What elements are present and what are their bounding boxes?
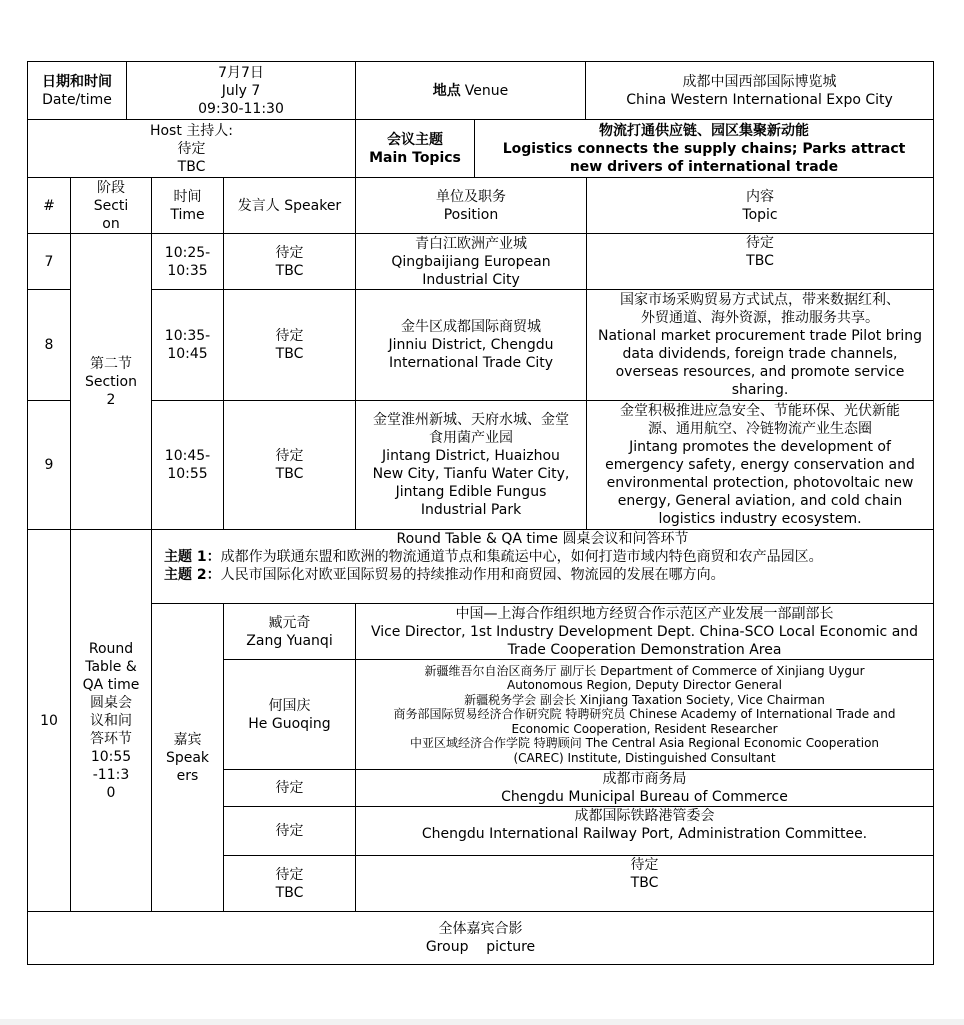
table-row-9-speaker bbox=[224, 401, 355, 529]
speaker-topic-en: TBC bbox=[630, 875, 659, 891]
col-time bbox=[152, 178, 223, 233]
speaker-pos-line: Autonomous Region, Deputy Director General bbox=[507, 678, 782, 693]
col-time-en: Time bbox=[170, 206, 205, 223]
topics-en: Logistics connects the supply chains; Parks attract new drivers of international trade bbox=[502, 140, 906, 175]
grid-line bbox=[27, 400, 71, 401]
speaker-pos-line: Economic Cooperation, Resident Researcher bbox=[511, 721, 778, 736]
roundtable-topic-1 bbox=[164, 548, 924, 566]
row-num: 8 bbox=[44, 337, 54, 353]
venue-label-cell bbox=[356, 62, 585, 119]
grid-line bbox=[27, 289, 71, 290]
topics-label-en: Main Topics bbox=[369, 149, 461, 166]
row-num: 9 bbox=[44, 457, 54, 473]
speaker-pos-line: 新疆税务学会 副会长 Xinjiang Taxation Society, Vice Chairman bbox=[464, 692, 825, 707]
table-border bbox=[933, 61, 934, 965]
col-position-en: Position bbox=[443, 206, 499, 223]
col-section-cn: 阶段 bbox=[97, 179, 125, 196]
row-num: 10 bbox=[40, 712, 58, 729]
rt-speaker-5-name bbox=[224, 856, 355, 911]
row-speaker-en: TBC bbox=[275, 262, 304, 279]
rt-speaker-3-name bbox=[224, 770, 355, 806]
row-position-en: Jintang District, Huaizhou New City, Tianfu Water City, Jintang Edible Fungus Industrial Park bbox=[372, 448, 570, 518]
roundtable-title bbox=[152, 530, 933, 548]
topics-label-cn: 会议主题 bbox=[387, 131, 443, 148]
speaker-topic-cn: 待定 bbox=[630, 857, 659, 873]
grid-line bbox=[27, 911, 934, 912]
table-row-8-position bbox=[356, 290, 586, 400]
topics-label-cell bbox=[356, 120, 474, 177]
grid-line bbox=[126, 61, 127, 119]
roundtable-time: 10:55-11:30 bbox=[90, 748, 132, 801]
grid-line bbox=[355, 177, 356, 529]
col-num-label: # bbox=[43, 197, 55, 214]
row-topic-cn: 待定 bbox=[746, 235, 774, 251]
grid-line bbox=[223, 806, 934, 807]
table-row-9-position bbox=[356, 401, 586, 529]
host-value-cn: 待定 bbox=[177, 140, 206, 157]
date-label-cn: 日期和时间 bbox=[42, 73, 112, 90]
table-row-9-topic bbox=[587, 401, 933, 529]
table-row-7-time bbox=[152, 234, 223, 289]
host-cell bbox=[28, 120, 355, 177]
date-label-cell bbox=[28, 62, 126, 119]
host-value-en: TBC bbox=[177, 158, 206, 175]
rt-speaker-4-position bbox=[356, 807, 933, 855]
table-row-7-num bbox=[28, 234, 70, 289]
row-speaker-en: TBC bbox=[275, 346, 304, 362]
group-picture-cell bbox=[28, 912, 933, 964]
venue-value-cell bbox=[586, 62, 933, 119]
date-value-cell bbox=[127, 62, 355, 119]
table-row-7-position bbox=[356, 234, 586, 289]
row-speaker-cn: 待定 bbox=[275, 448, 304, 464]
speaker-name-cn: 臧元奇 bbox=[268, 614, 311, 631]
grid-line bbox=[27, 119, 934, 120]
speaker-pos-line: 商务部国际贸易经济合作研究院 特聘研究员 Chinese Academy of International Trade and bbox=[393, 707, 896, 722]
table-row-8-speaker bbox=[224, 290, 355, 400]
roundtable-section-cn: 圆桌会议和问答环节 bbox=[90, 694, 132, 747]
row-position-cn: 金牛区成都国际商贸城 bbox=[401, 319, 541, 335]
table-row-8-time bbox=[152, 290, 223, 400]
col-position-cn: 单位及职务 bbox=[436, 188, 506, 205]
col-topic bbox=[587, 178, 933, 233]
roundtable-title-text: Round Table & QA time 圆桌会议和问答环节 bbox=[396, 531, 689, 547]
grid-line bbox=[223, 855, 934, 856]
col-section bbox=[71, 178, 151, 233]
table-border bbox=[27, 61, 934, 62]
section2-cell bbox=[71, 234, 151, 529]
speaker-pos-line: (CAREC) Institute, Distinguished Consultant bbox=[513, 750, 776, 765]
speaker-pos-en: Vice Director, 1st Industry Development Dept. China-SCO Local Economic and Trade Cooperation Demonstration Area bbox=[370, 623, 919, 658]
col-topic-cn: 内容 bbox=[746, 188, 774, 205]
venue-label-cn: 地点 bbox=[432, 82, 461, 99]
topic1-label: 主题 1： bbox=[164, 549, 221, 565]
col-num bbox=[28, 178, 70, 233]
table-row-7-speaker bbox=[224, 234, 355, 289]
topic2-label: 主题 2： bbox=[164, 567, 221, 583]
date-label-en: Date/time bbox=[42, 91, 112, 108]
grid-line bbox=[27, 177, 934, 178]
rt-speaker-2-name bbox=[224, 660, 355, 769]
row-position-cn: 金堂淮州新城、天府水城、金堂食用菌产业园 bbox=[373, 412, 569, 446]
col-speaker bbox=[224, 178, 355, 233]
venue-label-en: Venue bbox=[464, 82, 509, 99]
grid-line bbox=[27, 233, 934, 234]
venue-en: China Western International Expo City bbox=[626, 91, 893, 108]
guests-cn: 嘉宾 bbox=[173, 731, 202, 748]
row-time: 10:35-10:45 bbox=[164, 328, 211, 362]
row-num: 7 bbox=[44, 253, 54, 270]
row-speaker-cn: 待定 bbox=[275, 328, 304, 344]
group-picture-cn: 全体嘉宾合影 bbox=[438, 921, 523, 937]
roundtable-section-en: Round Table & QA time bbox=[82, 640, 140, 693]
venue-cn: 成都中国西部国际博览城 bbox=[682, 73, 837, 90]
grid-line bbox=[223, 769, 934, 770]
col-section-en: Section bbox=[93, 197, 129, 232]
host-label: Host 主持人: bbox=[149, 122, 234, 139]
row-topic-en: Jintang promotes the development of emergency safety, energy conservation and environmental protection, photovoltaic new energy, General aviation, and cold chain logistics industry ecosystem. bbox=[605, 439, 915, 527]
col-position bbox=[356, 178, 586, 233]
speaker-pos-en: Chengdu Municipal Bureau of Commerce bbox=[501, 789, 788, 805]
grid-line bbox=[585, 61, 586, 119]
section2-cn: 第二节 bbox=[90, 355, 132, 372]
guests-label-cell bbox=[152, 604, 223, 911]
grid-line bbox=[223, 177, 224, 529]
table-row-9-num bbox=[28, 401, 70, 529]
guests-en: Speakers bbox=[165, 749, 210, 784]
roundtable-topic-2 bbox=[164, 566, 924, 584]
table-row-9-time bbox=[152, 401, 223, 529]
grid-line bbox=[223, 603, 224, 911]
row-topic-en: National market procurement trade Pilot bring data dividends, foreign trade channels, overseas resources, and promote service sharing. bbox=[597, 328, 922, 398]
row-speaker-en: TBC bbox=[275, 466, 304, 482]
row-time: 10:25-10:35 bbox=[164, 244, 211, 279]
speaker-name-en: TBC bbox=[275, 884, 304, 901]
row-position-en: Qingbaijiang European Industrial City bbox=[391, 253, 551, 288]
table-row-8-topic bbox=[587, 290, 933, 400]
row-topic-cn: 金堂积极推进应急安全、节能环保、光伏新能源、通用航空、冷链物流产业生态圈 bbox=[620, 403, 900, 437]
topic1-text: 成都作为联通东盟和欧洲的物流通道节点和集疏运中心，如何打造市域内特色商贸和农产品园区。 bbox=[220, 549, 823, 565]
table-row-7-topic bbox=[587, 234, 933, 289]
grid-line bbox=[355, 603, 356, 911]
rt-speaker-4-name bbox=[224, 807, 355, 855]
speaker-name-cn: 待定 bbox=[275, 780, 304, 796]
col-time-cn: 时间 bbox=[173, 188, 202, 205]
grid-line bbox=[151, 177, 152, 911]
speaker-pos-cn: 中国—上海合作组织地方经贸合作示范区产业发展一部副部长 bbox=[455, 605, 834, 622]
col-speaker-label: 发言人 Speaker bbox=[237, 197, 342, 214]
row-time: 10:45-10:55 bbox=[164, 448, 211, 482]
grid-line bbox=[70, 177, 71, 911]
topics-cn: 物流打通供应链、园区集聚新动能 bbox=[599, 122, 809, 139]
table-border bbox=[27, 964, 934, 965]
grid-line bbox=[151, 289, 934, 290]
rt-speaker-5-topic bbox=[356, 856, 933, 911]
page-bottom-strip bbox=[0, 1019, 964, 1025]
row-position-en: Jinniu District, Chengdu International Trade City bbox=[388, 337, 554, 371]
speaker-name-cn: 何国庆 bbox=[268, 697, 311, 714]
speaker-pos-cn: 成都市商务局 bbox=[602, 771, 687, 787]
rt-speaker-3-position bbox=[356, 770, 933, 806]
row-position-cn: 青白江欧洲产业城 bbox=[415, 235, 527, 252]
date-cn: 7月7日 bbox=[218, 64, 264, 81]
section2-en: Section 2 bbox=[84, 373, 137, 408]
speaker-name-en: He Guoqing bbox=[248, 715, 331, 732]
speaker-pos-cn: 成都国际铁路港管委会 bbox=[574, 808, 715, 824]
group-picture-en: Group picture bbox=[425, 939, 536, 955]
row-topic-en: TBC bbox=[746, 253, 774, 269]
col-topic-en: Topic bbox=[742, 206, 778, 223]
grid-line bbox=[151, 400, 934, 401]
rt-speaker-1-position bbox=[356, 604, 933, 659]
rt-speaker-2-position bbox=[356, 660, 933, 769]
grid-line bbox=[151, 603, 934, 604]
speaker-pos-en: Chengdu International Railway Port, Administration Committee. bbox=[421, 826, 868, 842]
speaker-name-cn: 待定 bbox=[275, 823, 304, 839]
grid-line bbox=[223, 659, 934, 660]
row-speaker-cn: 待定 bbox=[275, 244, 304, 261]
rt-speaker-1-name bbox=[224, 604, 355, 659]
row-topic-cn: 国家市场采购贸易方式试点，带来数据红利、外贸通道、海外资源，推动服务共享。 bbox=[620, 292, 900, 326]
table-row-8-num bbox=[28, 290, 70, 400]
grid-line bbox=[586, 177, 587, 529]
topics-value-cell bbox=[475, 120, 933, 177]
grid-line bbox=[355, 61, 356, 177]
grid-line bbox=[474, 119, 475, 177]
speaker-name-cn: 待定 bbox=[275, 866, 304, 883]
speaker-pos-line: 新疆维吾尔自治区商务厅 副厅长 Department of Commerce of Xinjiang Uygur bbox=[424, 663, 865, 678]
date-time: 09:30-11:30 bbox=[198, 100, 284, 117]
date-en: July 7 bbox=[221, 82, 261, 99]
roundtable-section-cell bbox=[71, 530, 151, 911]
table-row-10-num bbox=[28, 530, 70, 911]
grid-line bbox=[27, 529, 934, 530]
table-border bbox=[27, 61, 28, 965]
speaker-name-en: Zang Yuanqi bbox=[246, 632, 333, 649]
topic2-text: 人民市国际化对欧亚国际贸易的持续推动作用和商贸园、物流园的发展在哪方向。 bbox=[220, 567, 725, 583]
speaker-pos-line: 中亚区域经济合作学院 特聘顾问 The Central Asia Regional Economic Cooperation bbox=[409, 736, 880, 751]
